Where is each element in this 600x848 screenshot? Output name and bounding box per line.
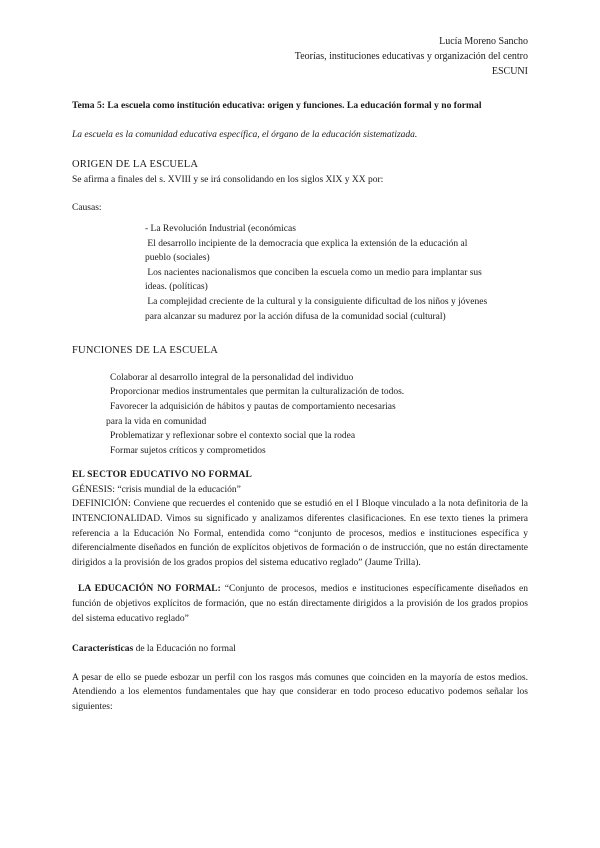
- institution-name: ESCUNI: [491, 66, 528, 77]
- topic-title: Tema 5: La escuela como institución educativa: origen y funciones. La educación formal y no formal: [72, 100, 482, 111]
- sector-heading: EL SECTOR EDUCATIVO NO FORMAL: [72, 470, 252, 481]
- funcion-item-continuation: para la vida en comunidad: [106, 416, 207, 427]
- closing-paragraph: A pesar de ello se puede esbozar un perfil con los rasgos más comunes que coinciden en la mayoría de estos medios. Atendiendo a los elementos fundamentales que hay que considerar en todo proceso educativo podemos señalar los siguientes:: [72, 672, 528, 712]
- course-name: Teorías, instituciones educativas y organización del centro: [294, 51, 528, 62]
- funcion-item: Problematizar y reflexionar sobre el contexto social que la rodea: [110, 431, 356, 442]
- cause-item: El desarrollo incipiente de la democracia que explica la extensión de la educación al pueblo (sociales): [145, 238, 470, 264]
- enf-paragraph: [72, 582, 528, 626]
- cause-item: Los nacientes nacionalismos que conciben la escuela como un medio para implantar sus ideas. (políticas): [145, 267, 485, 293]
- definicion-label: DEFINICIÓN:: [72, 498, 131, 510]
- origen-heading: ORIGEN DE LA ESCUELA: [72, 159, 199, 171]
- author-name: Lucía Moreno Sancho: [439, 36, 528, 47]
- origen-section: [72, 158, 528, 324]
- caracteristicas-label: Características: [72, 644, 134, 655]
- funciones-heading: FUNCIONES DE LA ESCUELA: [72, 345, 219, 357]
- cause-item: La complejidad creciente de la cultural y la consiguiente dificultad de los niños y jóvenes para alcanzar su madurez por la acción difusa de la comunidad social (cultural): [145, 296, 490, 322]
- topic-subtitle: La escuela es la comunidad educativa específica, el órgano de la educación sistematizada.: [72, 129, 418, 140]
- origen-intro: Se afirma a finales del s. XVIII y se irá consolidando en los siglos XIX y XX por:: [72, 174, 384, 185]
- document-header: [72, 34, 528, 79]
- genesis-line: [72, 483, 528, 498]
- funcion-item: Proporcionar medios instrumentales que permitan la culturalización de todos.: [110, 387, 405, 398]
- enf-label: LA EDUCACIÓN NO FORMAL:: [78, 584, 221, 595]
- definicion-text: Conviene que recuerdes el contenido que se estudió en el I Bloque vinculado a la nota definitoria de la INTENCIONALIDAD. Vimos su significado y analizamos diferentes clasificaciones. En ese texto tienes la primera referencia a la Educación No Formal, entendida como “conjunto de procesos, medios e instituciones específica y diferencialmente diseñados en función de explícitos objetivos de formación o de instrucción, que no están directamente dirigidos a la provisión de los grados propios del sistema educativo reglado” (Jaume Trilla).: [72, 499, 528, 568]
- genesis-text: “crisis mundial de la educación”: [115, 484, 241, 495]
- funcion-item: Colaborar al desarrollo integral de la personalidad del individuo: [110, 372, 354, 383]
- caracteristicas-text: de la Educación no formal: [133, 644, 236, 655]
- enf-text: “Conjunto de procesos, medios e instituciones específicamente diseñados en función de objetivos explícitos de formación, que no están directamente dirigidos a la provisión de los grados propios del sistema educativo reglado”: [72, 584, 529, 624]
- funciones-list: [106, 371, 510, 459]
- document-page: [72, 34, 528, 715]
- causas-label: Causas:: [72, 203, 102, 214]
- funcion-item: Favorecer la adquisición de hábitos y pautas de comportamiento necesarias: [110, 401, 396, 412]
- cause-item: - La Revolución Industrial (económicas: [145, 223, 296, 234]
- caracteristicas-line: [72, 642, 528, 657]
- genesis-label: GÉNESIS:: [72, 483, 116, 495]
- funciones-section: [72, 344, 528, 458]
- funcion-item: Formar sujetos críticos y comprometidos: [110, 445, 266, 456]
- causes-list: [145, 222, 495, 324]
- sector-section: [72, 468, 528, 714]
- definicion-paragraph: [72, 497, 528, 570]
